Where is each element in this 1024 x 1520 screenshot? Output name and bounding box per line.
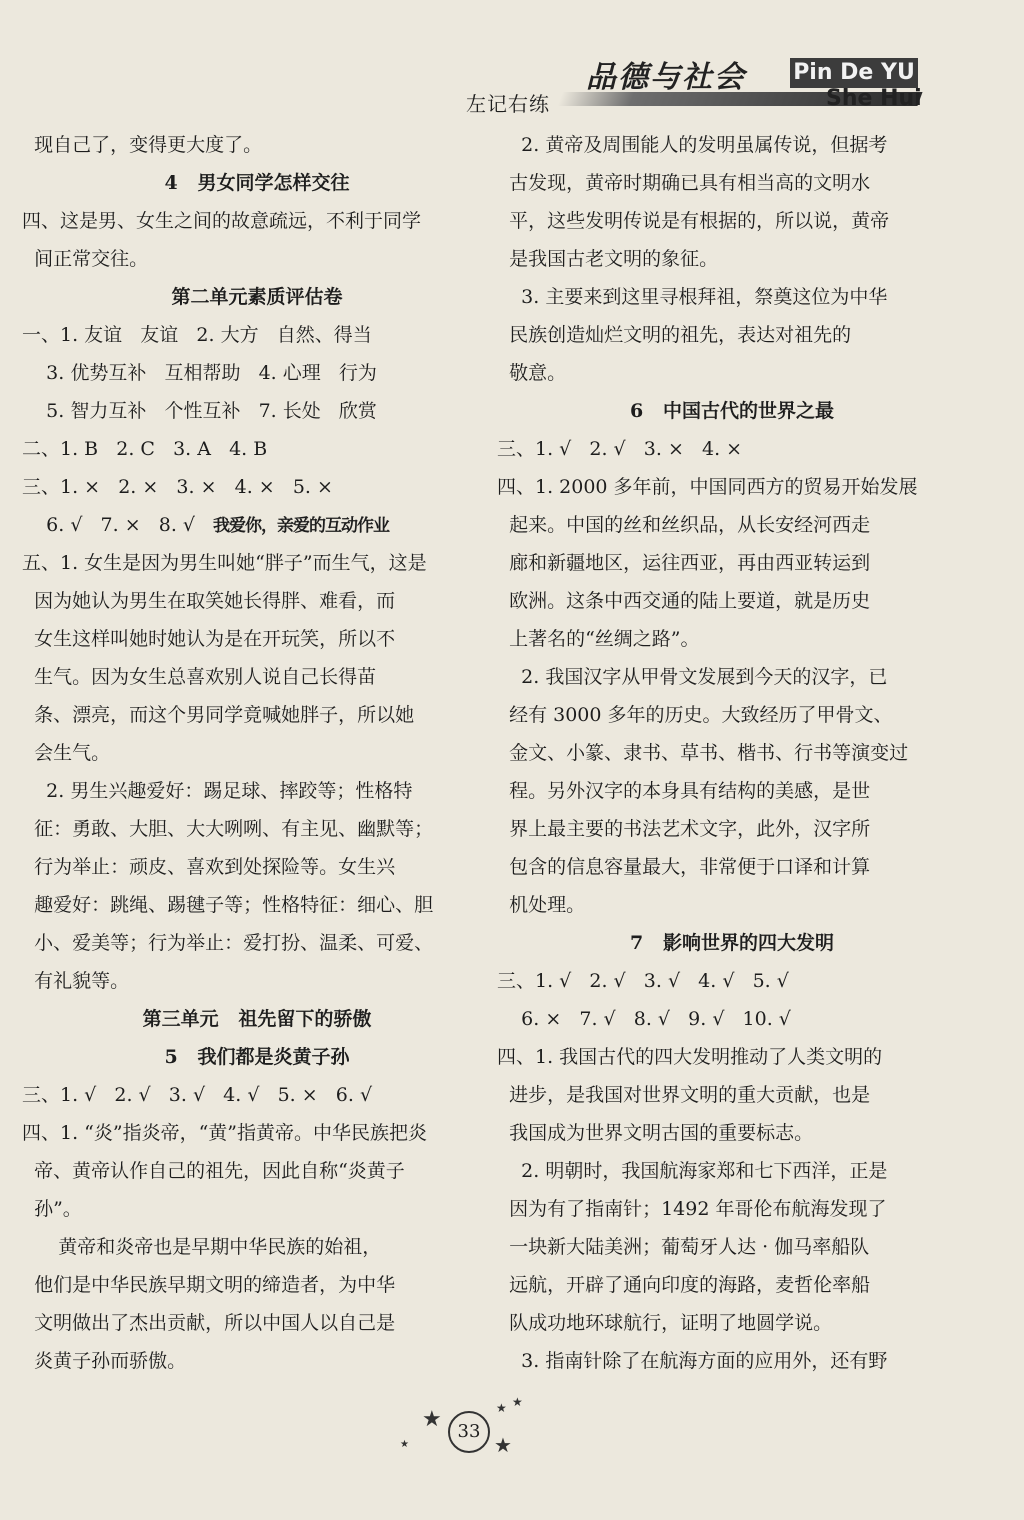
line-text: 经有 3000 多年的历史。大致经历了甲骨文、	[497, 704, 893, 726]
text-line	[497, 734, 967, 772]
text-line	[22, 392, 492, 430]
section-heading	[22, 278, 492, 316]
text-line	[22, 696, 492, 734]
text-line	[22, 886, 492, 924]
star-icon: ★	[422, 1407, 442, 1432]
line-text: 小、爱美等；行为举止：爱打扮、温柔、可爱、	[22, 932, 434, 954]
line-text: 文明做出了杰出贡献，所以中国人以自己是	[22, 1312, 396, 1334]
text-line	[497, 164, 967, 202]
line-text: 欧洲。这条中西交通的陆上要道，就是历史	[497, 590, 871, 612]
text-line	[497, 1266, 967, 1304]
text-line	[497, 1076, 967, 1114]
line-text: 2. 黄帝及周围能人的发明虽属传说，但据考	[497, 134, 888, 156]
line-text: 四、这是男、女生之间的故意疏远，不利于同学	[22, 210, 422, 232]
line-text: 我国成为世界文明古国的重要标志。	[497, 1122, 814, 1144]
line-text: 机处理。	[497, 894, 586, 916]
text-line	[497, 1114, 967, 1152]
text-line	[497, 1342, 967, 1380]
text-line	[22, 810, 492, 848]
section-heading	[22, 164, 492, 202]
text-line	[497, 696, 967, 734]
text-line	[22, 620, 492, 658]
line-text: 3. 主要来到这里寻根拜祖，祭奠这位为中华	[497, 286, 888, 308]
line-text: 起来。中国的丝和丝织品，从长安经河西走	[497, 514, 871, 536]
line-text: 条、漂亮，而这个男同学竟喊她胖子，所以她	[22, 704, 415, 726]
line-text: 间正常交往。	[22, 248, 149, 270]
text-line	[497, 1038, 967, 1076]
line-text: 四、1. “炎”指炎帝，“黄”指黄帝。中华民族把炎	[22, 1122, 428, 1144]
line-text: 3. 优势互补 互相帮助 4. 心理 行为	[22, 362, 377, 384]
text-line	[22, 544, 492, 582]
line-text: 2. 男生兴趣爱好：踢足球、摔跤等；性格特	[22, 780, 413, 802]
line-text: 7 影响世界的四大发明	[629, 932, 835, 954]
line-text: 程。另外汉字的本身具有结构的美感，是世	[497, 780, 871, 802]
star-icon: ★	[496, 1401, 507, 1415]
text-line	[22, 316, 492, 354]
text-line	[497, 1000, 967, 1038]
line-text: 三、1. √ 2. √ 3. √ 4. √ 5. × 6. √	[22, 1084, 373, 1106]
page-footer	[400, 1395, 540, 1465]
line-text: 三、1. √ 2. √ 3. √ 4. √ 5. √	[497, 970, 789, 992]
section-heading	[497, 392, 967, 430]
line-text: 三、1. √ 2. √ 3. × 4. ×	[497, 438, 743, 460]
line-text: 金文、小篆、隶书、草书、楷书、行书等演变过	[497, 742, 909, 764]
text-line	[22, 354, 492, 392]
line-text: 行为举止：顽皮、喜欢到处探险等。女生兴	[22, 856, 396, 878]
header-title: 品德与社会	[586, 60, 746, 95]
line-text: 第二单元素质评估卷	[171, 286, 343, 308]
line-text: 上著名的“丝绸之路”。	[497, 628, 700, 650]
text-line	[497, 620, 967, 658]
line-text: 黄帝和炎帝也是早期中华民族的始祖，	[22, 1236, 382, 1258]
header-pinyin-line1: Pin De YU	[790, 58, 918, 88]
line-text: 4 男女同学怎样交往	[164, 172, 350, 194]
section-heading	[22, 1038, 492, 1076]
text-line	[22, 506, 492, 544]
text-line	[497, 544, 967, 582]
header-subtitle: 左记右练	[466, 92, 550, 116]
handwritten-note: 我爱你，亲爱的互动作业	[213, 516, 390, 536]
line-text: 进步，是我国对世界文明的重大贡献，也是	[497, 1084, 871, 1106]
text-line	[497, 962, 967, 1000]
text-line	[22, 240, 492, 278]
text-line	[497, 848, 967, 886]
text-line	[22, 1190, 492, 1228]
text-line	[497, 126, 967, 164]
text-line	[497, 1190, 967, 1228]
page-header	[0, 0, 1024, 120]
line-text: 队成功地环球航行，证明了地圆学说。	[497, 1312, 833, 1334]
line-text: 平，这些发明传说是有根据的，所以说，黄帝	[497, 210, 890, 232]
line-text: 他们是中华民族早期文明的缔造者，为中华	[22, 1274, 396, 1296]
line-text: 三、1. × 2. × 3. × 4. × 5. ×	[22, 476, 333, 498]
line-text: 五、1. 女生是因为男生叫她“胖子”而生气，这是	[22, 552, 427, 574]
line-text: 女生这样叫她时她认为是在开玩笑，所以不	[22, 628, 396, 650]
line-text: 包含的信息容量最大，非常便于口译和计算	[497, 856, 871, 878]
text-line	[22, 468, 492, 506]
text-line	[497, 582, 967, 620]
line-text: 2. 我国汉字从甲骨文发展到今天的汉字，已	[497, 666, 888, 688]
line-text: 6. × 7. √ 8. √ 9. √ 10. √	[497, 1008, 791, 1030]
line-text: 5 我们都是炎黄子孙	[164, 1046, 350, 1068]
line-text: 会生气。	[22, 742, 111, 764]
text-line	[22, 848, 492, 886]
line-text: 孙”。	[22, 1198, 82, 1220]
text-line	[22, 1228, 492, 1266]
line-text: 二、1. B 2. C 3. A 4. B	[22, 438, 268, 460]
line-text: 四、1. 我国古代的四大发明推动了人类文明的	[497, 1046, 883, 1068]
line-text: 敬意。	[497, 362, 567, 384]
text-line	[497, 772, 967, 810]
line-text: 3. 指南针除了在航海方面的应用外，还有野	[497, 1350, 888, 1372]
line-text: 炎黄子孙而骄傲。	[22, 1350, 187, 1372]
text-line	[497, 240, 967, 278]
line-text: 第三单元 祖先留下的骄傲	[142, 1008, 372, 1030]
page-number: 33	[448, 1411, 490, 1453]
text-line	[22, 1152, 492, 1190]
line-text: 是我国古老文明的象征。	[497, 248, 719, 270]
section-heading	[22, 1000, 492, 1038]
section-heading	[497, 924, 967, 962]
left-column	[22, 126, 492, 1380]
line-text: 四、1. 2000 多年前，中国同西方的贸易开始发展	[497, 476, 918, 498]
star-icon: ★	[400, 1439, 409, 1450]
line-text: 远航，开辟了通向印度的海路，麦哲伦率船	[497, 1274, 871, 1296]
right-column	[497, 126, 967, 1380]
line-text: 2. 明朝时，我国航海家郑和七下西洋，正是	[497, 1160, 888, 1182]
line-text: 有礼貌等。	[22, 970, 130, 992]
text-line	[497, 202, 967, 240]
line-text: 征：勇敢、大胆、大大咧咧、有主见、幽默等；	[22, 818, 434, 840]
text-line	[22, 658, 492, 696]
text-line	[497, 1228, 967, 1266]
text-line	[22, 734, 492, 772]
line-text: 5. 智力互补 个性互补 7. 长处 欣赏	[22, 400, 377, 422]
line-text: 帝、黄帝认作自己的祖先，因此自称“炎黄子	[22, 1160, 405, 1182]
text-line	[497, 354, 967, 392]
text-line	[22, 1304, 492, 1342]
star-icon: ★	[494, 1433, 512, 1457]
line-text: 界上最主要的书法艺术文字，此外，汉字所	[497, 818, 871, 840]
star-icon: ★	[512, 1395, 523, 1409]
line-text: 生气。因为女生总喜欢别人说自己长得苗	[22, 666, 377, 688]
line-text: 因为有了指南针；1492 年哥伦布航海发现了	[497, 1198, 887, 1220]
text-line	[497, 1304, 967, 1342]
text-line	[22, 430, 492, 468]
text-line	[22, 126, 492, 164]
header-pinyin-line2: She Hui	[826, 86, 922, 111]
line-text: 6. √ 7. × 8. √	[22, 514, 196, 536]
text-line	[22, 202, 492, 240]
text-line	[22, 924, 492, 962]
text-line	[497, 810, 967, 848]
text-line	[497, 886, 967, 924]
text-line	[22, 1076, 492, 1114]
text-line	[497, 1152, 967, 1190]
text-line	[497, 316, 967, 354]
text-line	[22, 1342, 492, 1380]
line-text: 一、1. 友谊 友谊 2. 大方 自然、得当	[22, 324, 372, 346]
text-line	[497, 506, 967, 544]
text-line	[22, 772, 492, 810]
text-line	[497, 468, 967, 506]
text-line	[22, 1114, 492, 1152]
line-text: 趣爱好：跳绳、踢毽子等；性格特征：细心、胆	[22, 894, 434, 916]
line-text: 古发现，黄帝时期确已具有相当高的文明水	[497, 172, 871, 194]
text-line	[22, 582, 492, 620]
text-line	[497, 430, 967, 468]
line-text: 现自己了，变得更大度了。	[22, 134, 263, 156]
text-line	[22, 962, 492, 1000]
line-text: 廊和新疆地区，运往西亚，再由西亚转运到	[497, 552, 871, 574]
text-line	[497, 658, 967, 696]
text-line	[22, 1266, 492, 1304]
line-text: 民族创造灿烂文明的祖先，表达对祖先的	[497, 324, 852, 346]
text-line	[497, 278, 967, 316]
line-text: 因为她认为男生在取笑她长得胖、难看，而	[22, 590, 396, 612]
line-text: 6 中国古代的世界之最	[629, 400, 835, 422]
line-text: 一块新大陆美洲；葡萄牙人达 · 伽马率船队	[497, 1236, 870, 1258]
